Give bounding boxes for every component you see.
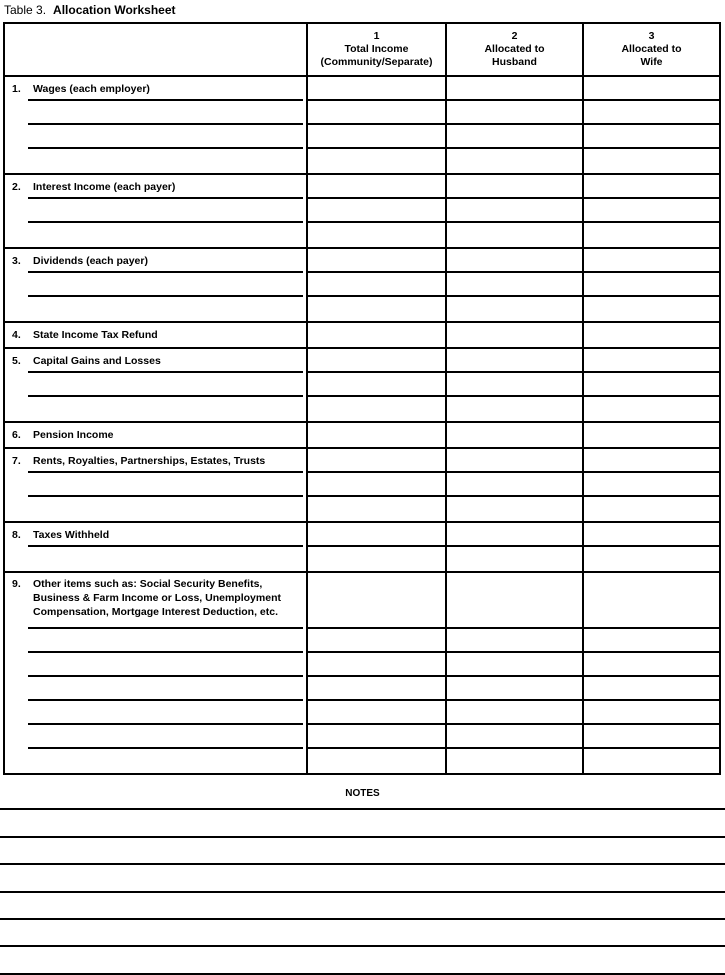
item-extra-write-cell[interactable] xyxy=(5,397,308,421)
column-header-line: 2 xyxy=(511,30,518,42)
item-extra-write-cell[interactable] xyxy=(5,199,308,223)
item-number: 1. xyxy=(12,83,21,95)
amount-cell-col2[interactable] xyxy=(447,653,584,677)
item-group-9 xyxy=(5,571,719,773)
table-row xyxy=(5,547,719,571)
column-header-line: 3 xyxy=(648,30,655,42)
amount-cell-col3[interactable] xyxy=(584,323,719,347)
amount-cell-col1[interactable] xyxy=(308,397,447,421)
page-title xyxy=(4,3,176,17)
amount-cell-col2[interactable] xyxy=(447,497,584,521)
item-label-cell xyxy=(5,523,308,547)
item-extra-write-cell[interactable] xyxy=(5,547,308,571)
item-number: 6. xyxy=(12,429,21,441)
column-header-3 xyxy=(584,24,719,75)
table-row xyxy=(5,629,719,653)
amount-cell-col3[interactable] xyxy=(584,573,719,629)
amount-cell-col1[interactable] xyxy=(308,547,447,571)
amount-cell-col3[interactable] xyxy=(584,149,719,173)
table-header-row xyxy=(5,24,719,77)
amount-cell-col1[interactable] xyxy=(308,297,447,321)
amount-cell-col2[interactable] xyxy=(447,701,584,725)
table-row xyxy=(5,725,719,749)
item-label: Dividends (each payer) xyxy=(33,255,148,267)
amount-cell-col1[interactable] xyxy=(308,175,447,199)
amount-cell-col2[interactable] xyxy=(447,523,584,547)
table-row xyxy=(5,677,719,701)
amount-cell-col3[interactable] xyxy=(584,223,719,247)
item-extra-write-cell[interactable] xyxy=(5,297,308,321)
amount-cell-col3[interactable] xyxy=(584,449,719,473)
amount-cell-col1[interactable] xyxy=(308,473,447,497)
table-title-label: Allocation Worksheet xyxy=(53,3,176,17)
note-write-line[interactable] xyxy=(0,783,725,810)
amount-cell-col1[interactable] xyxy=(308,423,447,447)
amount-cell-col3[interactable] xyxy=(584,199,719,223)
table-row xyxy=(5,349,719,373)
amount-cell-col2[interactable] xyxy=(447,125,584,149)
item-extra-write-cell[interactable] xyxy=(5,749,308,773)
amount-cell-col2[interactable] xyxy=(447,175,584,199)
item-extra-write-cell[interactable] xyxy=(5,223,308,247)
column-header-line: Allocated to xyxy=(484,43,545,55)
amount-cell-col1[interactable] xyxy=(308,77,447,101)
item-number: 3. xyxy=(12,255,21,267)
table-row xyxy=(5,249,719,273)
amount-cell-col3[interactable] xyxy=(584,249,719,273)
table-row xyxy=(5,449,719,473)
amount-cell-col1[interactable] xyxy=(308,523,447,547)
column-header-2 xyxy=(447,24,584,75)
item-group-3 xyxy=(5,247,719,321)
amount-cell-col1[interactable] xyxy=(308,725,447,749)
amount-cell-col1[interactable] xyxy=(308,701,447,725)
amount-cell-col2[interactable] xyxy=(447,573,584,629)
column-header-line: Total Income xyxy=(344,43,409,55)
amount-cell-col3[interactable] xyxy=(584,297,719,321)
amount-cell-col1[interactable] xyxy=(308,273,447,297)
amount-cell-col3[interactable] xyxy=(584,749,719,773)
item-extra-write-cell[interactable] xyxy=(5,473,308,497)
column-header-line: Allocated to xyxy=(621,43,682,55)
table-row xyxy=(5,273,719,297)
amount-cell-col2[interactable] xyxy=(447,749,584,773)
amount-cell-col2[interactable] xyxy=(447,349,584,373)
note-write-line[interactable] xyxy=(0,947,725,974)
amount-cell-col3[interactable] xyxy=(584,629,719,653)
table-row xyxy=(5,701,719,725)
item-group-8 xyxy=(5,521,719,571)
amount-cell-col1[interactable] xyxy=(308,653,447,677)
amount-cell-col2[interactable] xyxy=(447,629,584,653)
amount-cell-col2[interactable] xyxy=(447,273,584,297)
table-row xyxy=(5,199,719,223)
note-write-line[interactable] xyxy=(0,810,725,837)
table-row xyxy=(5,573,719,629)
amount-cell-col1[interactable] xyxy=(308,629,447,653)
table-row xyxy=(5,373,719,397)
item-extra-write-cell[interactable] xyxy=(5,273,308,297)
amount-cell-col3[interactable] xyxy=(584,397,719,421)
item-extra-write-cell[interactable] xyxy=(5,677,308,701)
item-number: 7. xyxy=(12,455,21,467)
amount-cell-col1[interactable] xyxy=(308,199,447,223)
column-header-line: Husband xyxy=(492,56,537,68)
table-row xyxy=(5,749,719,773)
notes-heading: NOTES xyxy=(345,788,380,799)
amount-cell-col3[interactable] xyxy=(584,677,719,701)
amount-cell-col2[interactable] xyxy=(447,449,584,473)
amount-cell-col3[interactable] xyxy=(584,701,719,725)
amount-cell-col2[interactable] xyxy=(447,297,584,321)
note-write-line[interactable] xyxy=(0,838,725,865)
item-number: 9. xyxy=(12,578,21,590)
item-label: Interest Income (each payer) xyxy=(33,181,176,193)
item-group-6 xyxy=(5,421,719,447)
notes-section xyxy=(0,783,725,975)
table-number-label: Table 3. xyxy=(4,3,47,17)
table-row xyxy=(5,223,719,247)
table-row xyxy=(5,101,719,125)
item-group-1 xyxy=(5,77,719,173)
table-row xyxy=(5,653,719,677)
note-write-line[interactable] xyxy=(0,920,725,947)
amount-cell-col1[interactable] xyxy=(308,573,447,629)
amount-cell-col3[interactable] xyxy=(584,349,719,373)
amount-cell-col1[interactable] xyxy=(308,249,447,273)
item-extra-write-cell[interactable] xyxy=(5,373,308,397)
amount-cell-col3[interactable] xyxy=(584,373,719,397)
amount-cell-col1[interactable] xyxy=(308,323,447,347)
amount-cell-col2[interactable] xyxy=(447,323,584,347)
item-label: Rents, Royalties, Partnerships, Estates, Trusts xyxy=(33,455,266,467)
item-label: State Income Tax Refund xyxy=(33,329,158,341)
amount-cell-col2[interactable] xyxy=(447,77,584,101)
table-row xyxy=(5,149,719,173)
allocation-table xyxy=(3,22,721,775)
item-number: 4. xyxy=(12,329,21,341)
amount-cell-col2[interactable] xyxy=(447,677,584,701)
amount-cell-col2[interactable] xyxy=(447,373,584,397)
item-number: 8. xyxy=(12,529,21,541)
table-row xyxy=(5,323,719,347)
amount-cell-col2[interactable] xyxy=(447,547,584,571)
item-label-cell xyxy=(5,423,308,447)
amount-cell-col3[interactable] xyxy=(584,273,719,297)
amount-cell-col1[interactable] xyxy=(308,125,447,149)
table-row xyxy=(5,125,719,149)
amount-cell-col2[interactable] xyxy=(447,223,584,247)
table-row xyxy=(5,175,719,199)
item-label-cell xyxy=(5,249,308,273)
table-row xyxy=(5,77,719,101)
column-header-line: (Community/Separate) xyxy=(320,56,433,68)
note-write-line[interactable] xyxy=(0,893,725,920)
item-label-cell xyxy=(5,175,308,199)
column-header-line: Wife xyxy=(640,56,663,68)
column-header-1 xyxy=(308,24,447,75)
amount-cell-col3[interactable] xyxy=(584,547,719,571)
amount-cell-col3[interactable] xyxy=(584,523,719,547)
item-number: 5. xyxy=(12,355,21,367)
item-label-cell xyxy=(5,323,308,347)
note-write-line[interactable] xyxy=(0,865,725,892)
amount-cell-col1[interactable] xyxy=(308,373,447,397)
amount-cell-col3[interactable] xyxy=(584,423,719,447)
amount-cell-col2[interactable] xyxy=(447,149,584,173)
item-number: 2. xyxy=(12,181,21,193)
item-label: Other items such as: Social Security Benefits, Business & Farm Income or Loss, Unemployment Compensation, Mortgage Interest Deduction, etc. xyxy=(33,578,281,618)
item-label: Pension Income xyxy=(33,429,114,441)
amount-cell-col1[interactable] xyxy=(308,349,447,373)
item-label: Wages (each employer) xyxy=(33,83,150,95)
item-extra-write-cell[interactable] xyxy=(5,125,308,149)
item-group-2 xyxy=(5,173,719,247)
item-extra-write-cell[interactable] xyxy=(5,149,308,173)
amount-cell-col3[interactable] xyxy=(584,125,719,149)
amount-cell-col1[interactable] xyxy=(308,223,447,247)
amount-cell-col2[interactable] xyxy=(447,473,584,497)
item-label-cell xyxy=(5,349,308,373)
table-row xyxy=(5,523,719,547)
amount-cell-col2[interactable] xyxy=(447,725,584,749)
item-extra-write-cell[interactable] xyxy=(5,725,308,749)
table-row xyxy=(5,423,719,447)
item-extra-write-cell[interactable] xyxy=(5,629,308,653)
amount-cell-col3[interactable] xyxy=(584,175,719,199)
item-group-4 xyxy=(5,321,719,347)
amount-cell-col3[interactable] xyxy=(584,101,719,125)
item-label: Capital Gains and Losses xyxy=(33,355,161,367)
amount-cell-col2[interactable] xyxy=(447,423,584,447)
item-label-cell xyxy=(5,573,308,629)
amount-cell-col2[interactable] xyxy=(447,397,584,421)
amount-cell-col3[interactable] xyxy=(584,77,719,101)
item-extra-write-cell[interactable] xyxy=(5,101,308,125)
column-header-line: 1 xyxy=(373,30,380,42)
amount-cell-col2[interactable] xyxy=(447,249,584,273)
item-extra-write-cell[interactable] xyxy=(5,653,308,677)
amount-cell-col3[interactable] xyxy=(584,653,719,677)
amount-cell-col3[interactable] xyxy=(584,725,719,749)
amount-cell-col1[interactable] xyxy=(308,149,447,173)
item-extra-write-cell[interactable] xyxy=(5,497,308,521)
table-row xyxy=(5,473,719,497)
header-cell-items-blank xyxy=(5,24,308,75)
item-group-5 xyxy=(5,347,719,421)
item-label-cell xyxy=(5,77,308,101)
amount-cell-col1[interactable] xyxy=(308,677,447,701)
amount-cell-col3[interactable] xyxy=(584,473,719,497)
table-row xyxy=(5,297,719,321)
item-extra-write-cell[interactable] xyxy=(5,701,308,725)
amount-cell-col2[interactable] xyxy=(447,101,584,125)
item-group-7 xyxy=(5,447,719,521)
amount-cell-col1[interactable] xyxy=(308,749,447,773)
item-label-cell xyxy=(5,449,308,473)
amount-cell-col3[interactable] xyxy=(584,497,719,521)
amount-cell-col1[interactable] xyxy=(308,101,447,125)
table-row xyxy=(5,497,719,521)
item-label: Taxes Withheld xyxy=(33,529,110,541)
table-row xyxy=(5,397,719,421)
amount-cell-col2[interactable] xyxy=(447,199,584,223)
amount-cell-col1[interactable] xyxy=(308,449,447,473)
amount-cell-col1[interactable] xyxy=(308,497,447,521)
